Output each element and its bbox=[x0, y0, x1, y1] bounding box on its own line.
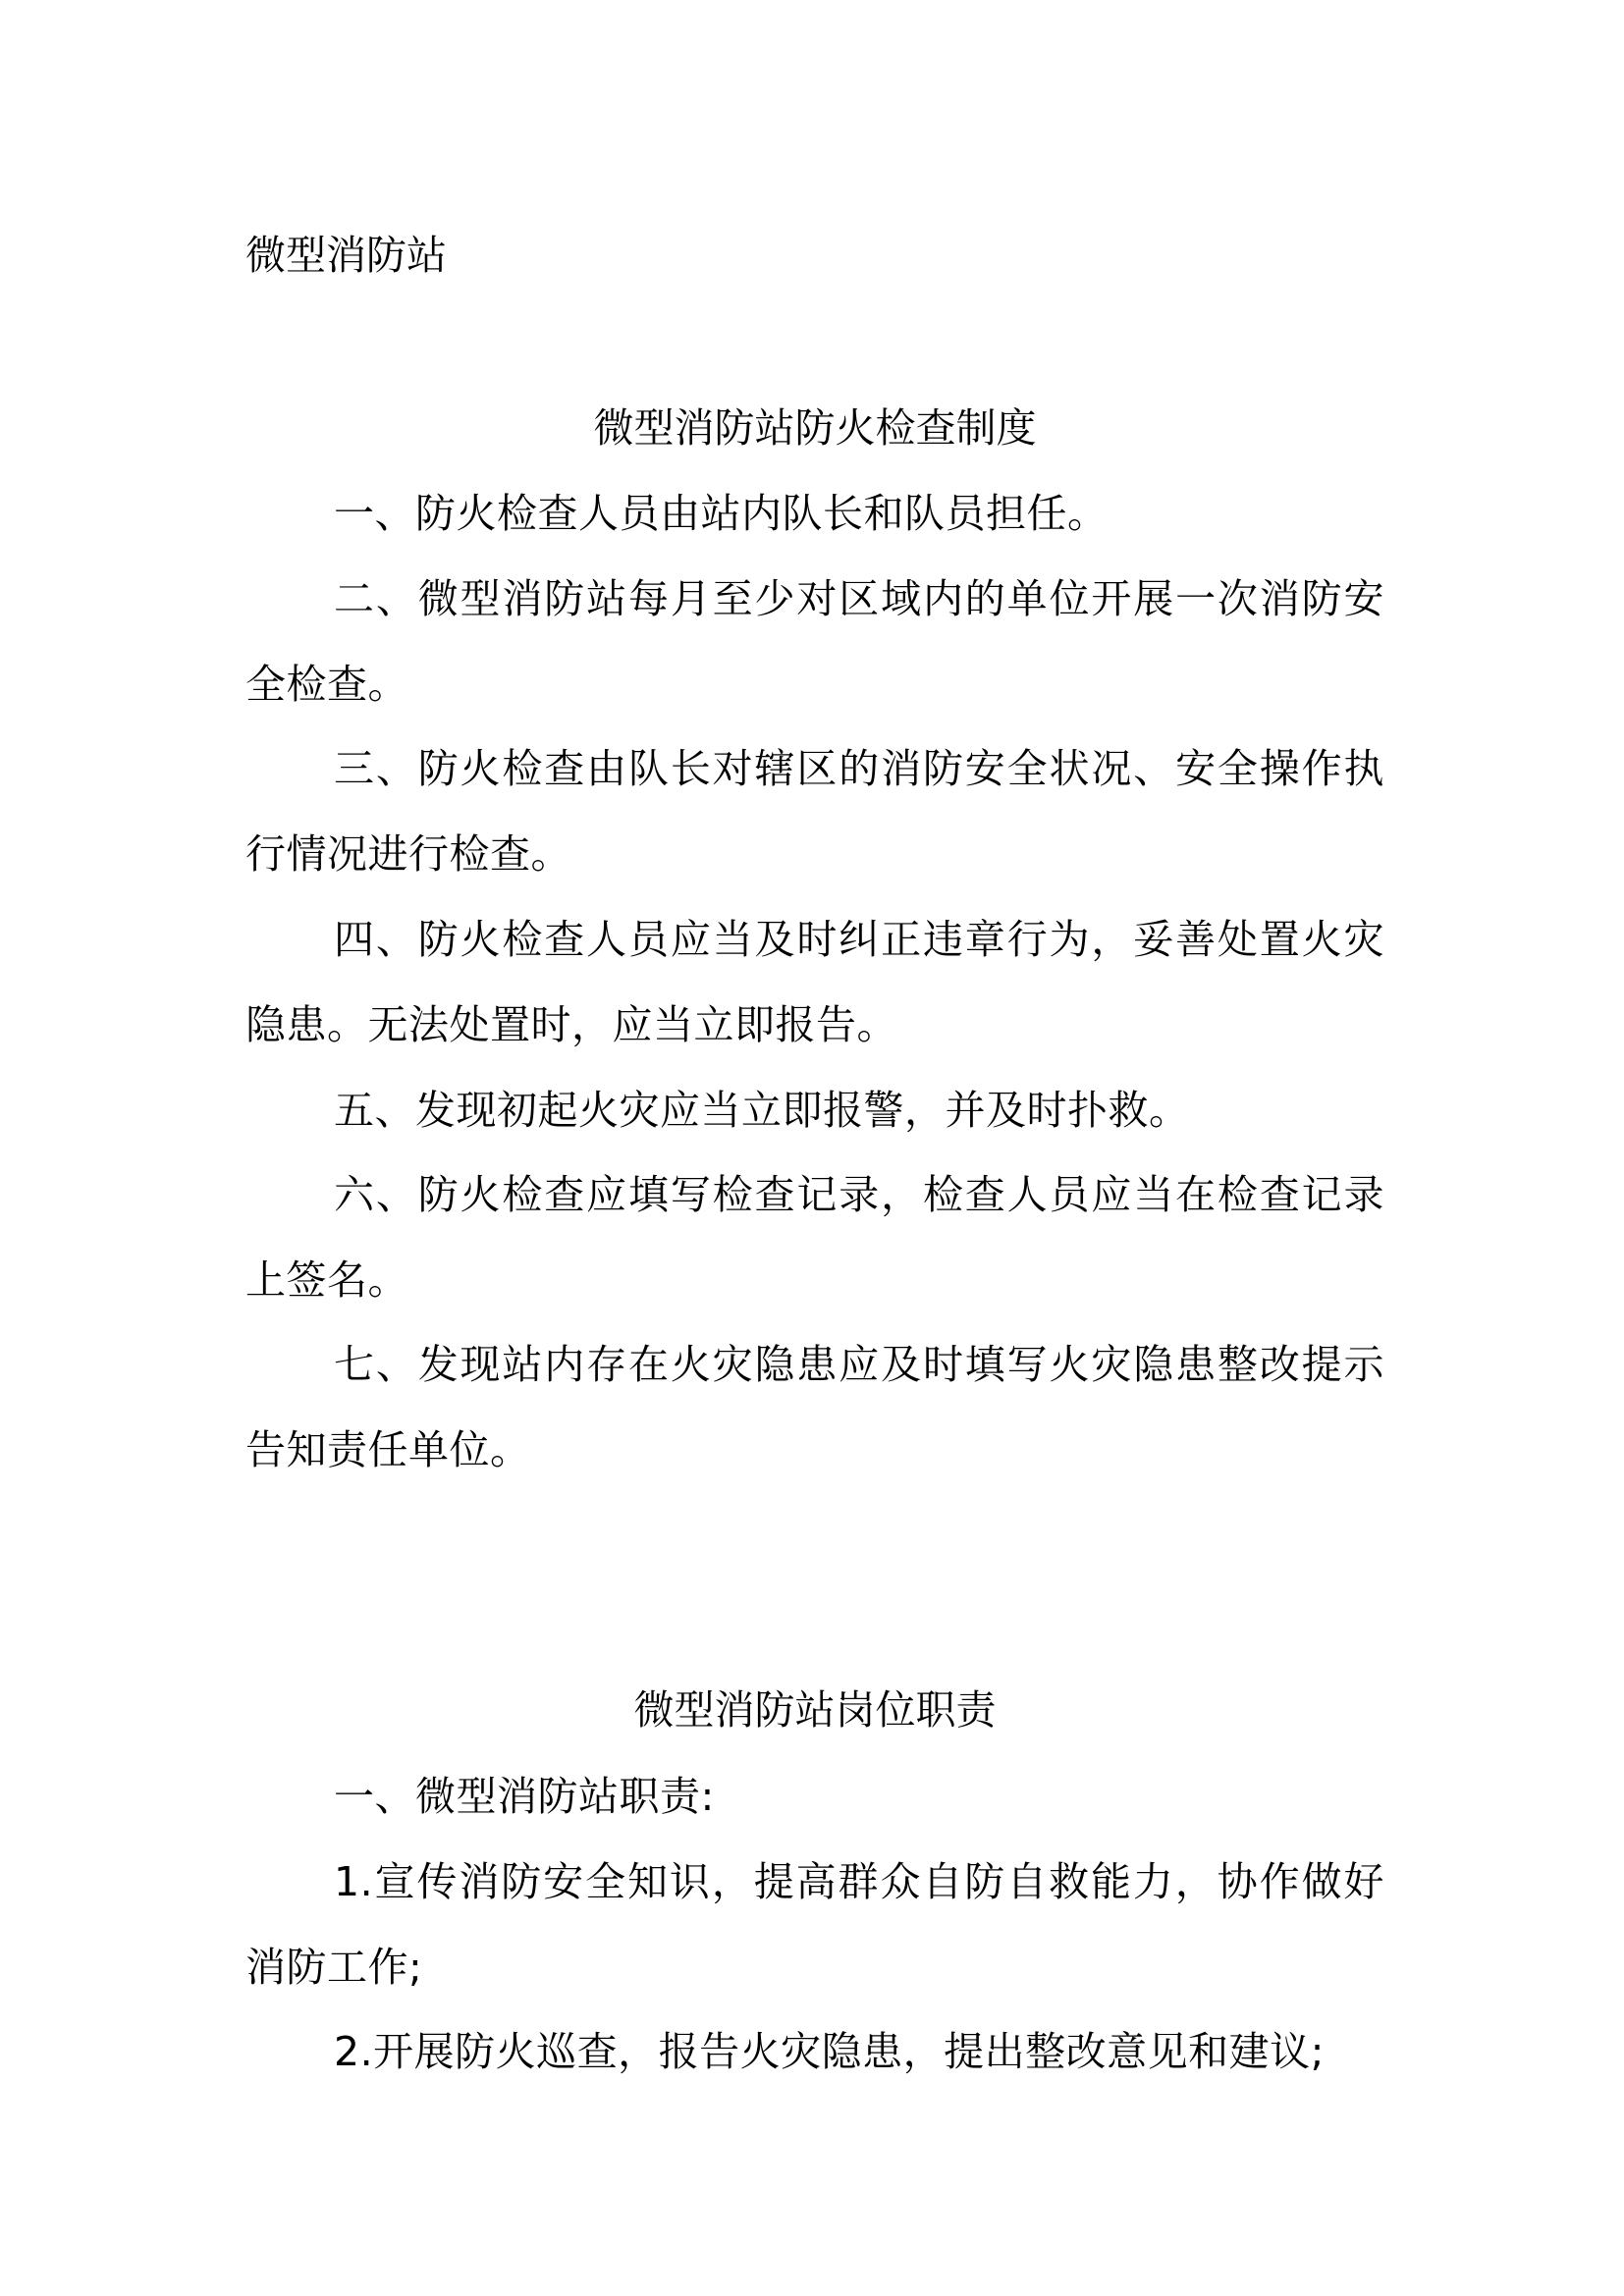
paragraph: 六、防火检查应填写检查记录，检查人员应当在检查记录上签名。 bbox=[245, 1171, 1384, 1304]
paragraph: 二、微型消防站每月至少对区域内的单位开展一次消防安全检查。 bbox=[245, 575, 1384, 708]
paragraph: 一、微型消防站职责: bbox=[334, 1773, 715, 1820]
document-page bbox=[245, 0, 1384, 2296]
paragraph: 五、发现初起火灾应当立即报警，并及时扑救。 bbox=[334, 1087, 1190, 1134]
paragraph: 七、发现站内存在火灾隐患应及时填写火灾隐患整改提示告知责任单位。 bbox=[245, 1341, 1384, 1473]
paragraph: 1.宣传消防安全知识，提高群众自防自救能力，协作做好消防工作; bbox=[245, 1858, 1384, 1991]
paragraph: 三、防火检查由队长对辖区的消防安全状况、安全操作执行情况进行检查。 bbox=[245, 745, 1384, 878]
section-title-job-duties: 微型消防站岗位职责 bbox=[633, 1686, 997, 1734]
paragraph: 2.开展防火巡查，报告火灾隐患，提出整改意见和建议; bbox=[334, 2028, 1325, 2075]
section-title-fire-inspection: 微型消防站防火检查制度 bbox=[593, 404, 1037, 452]
paragraph: 四、防火检查人员应当及时纠正违章行为，妥善处置火灾隐患。无法处置时，应当立即报告。 bbox=[245, 916, 1384, 1048]
paragraph: 一、防火检查人员由站内队长和队员担任。 bbox=[334, 490, 1109, 537]
document-header: 微型消防站 bbox=[245, 232, 447, 279]
